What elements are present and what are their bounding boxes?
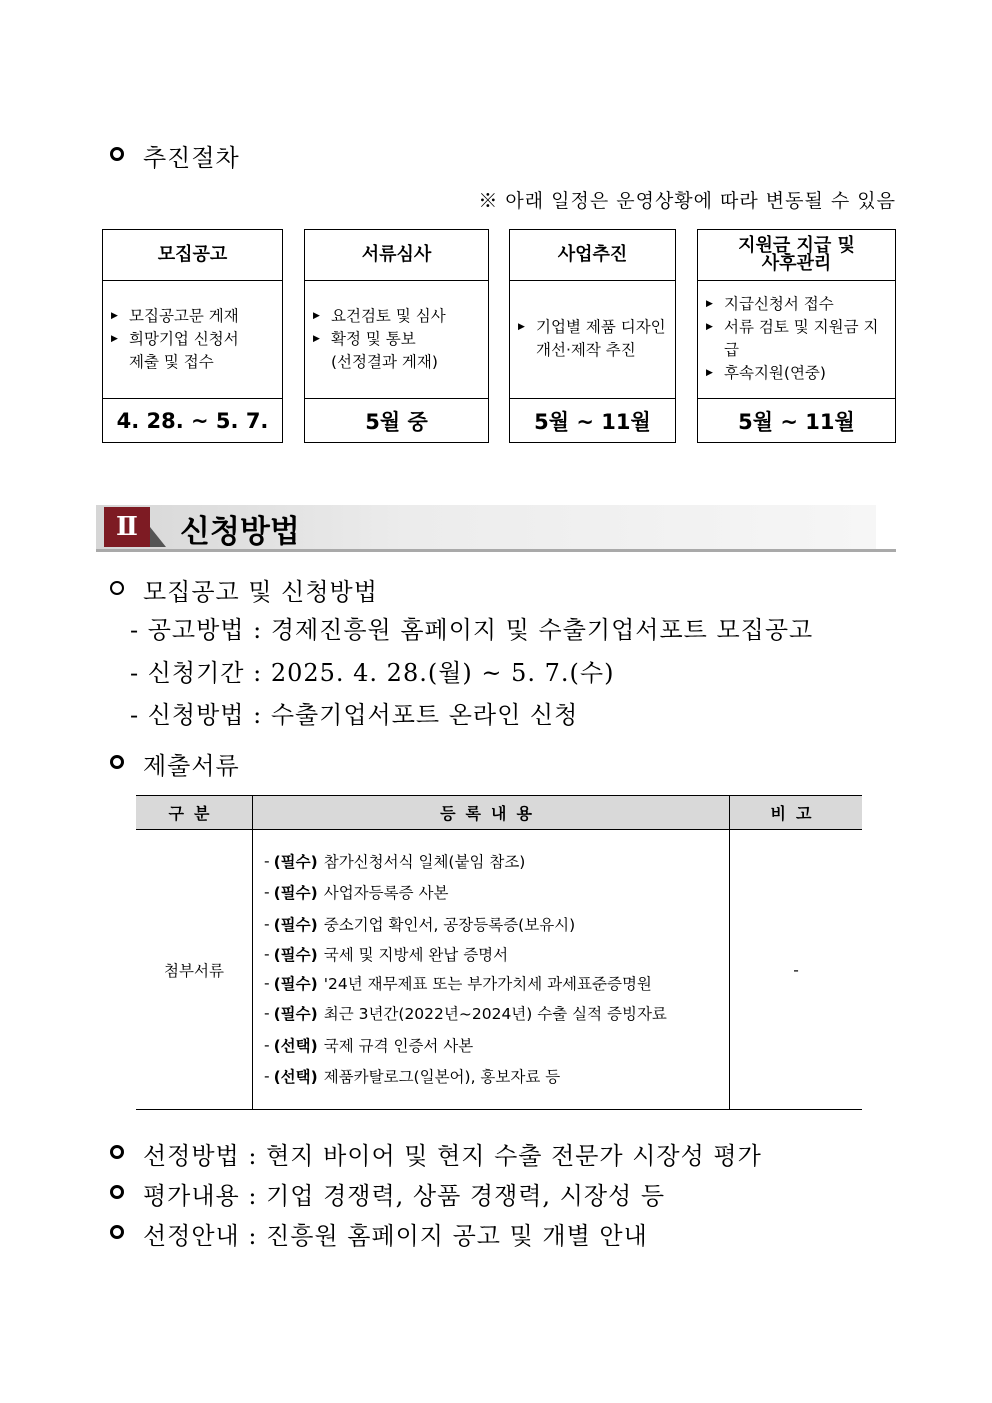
step-title: 서류심사 (305, 230, 488, 281)
document-item: - (필수) 중소기업 확인서, 공장등록증(보유시) (264, 914, 576, 934)
step-title-line: 사후관리 (761, 253, 832, 274)
schedule-note: ※ 아래 일정은 운영상황에 따라 변동될 수 있음 (478, 190, 896, 212)
step-item: 서류 검토 및 지원금 지급 (724, 318, 879, 359)
step-title: 사업추진 (510, 230, 675, 281)
evaluation-content: 평가내용 : 기업 경쟁력, 상품 경쟁력, 시장성 등 (143, 1182, 666, 1210)
bullet-circle-icon (110, 581, 124, 595)
section-triangle-icon (150, 527, 166, 547)
step-document-review (304, 229, 489, 443)
header-contents: 등록내용 (253, 796, 730, 830)
selection-method: 선정방법 : 현지 바이어 및 현지 수출 전문가 시장성 평가 (143, 1142, 762, 1170)
document-item: - (필수) 최근 3년간(2022년~2024년) 수출 실적 증빙자료 (264, 1004, 667, 1024)
step-body (510, 280, 675, 399)
step-title (698, 230, 895, 281)
header-category: 구분 (136, 796, 253, 830)
document-item: - (선택) 제품카탈로그(일본어), 홍보자료 등 (264, 1067, 561, 1087)
step-project-execution (509, 229, 676, 443)
step-date: 5월 ~ 11월 (534, 409, 651, 434)
triangle-bullet-icon: ▶ (706, 299, 713, 309)
step-item: 개선·제작 추진 (536, 341, 636, 359)
document-item: - (필수) '24년 재무제표 또는 부가가치세 과세표준증명원 (264, 974, 652, 993)
recruit-line: - 신청방법 : 수출기업서포트 온라인 신청 (130, 701, 579, 729)
document-item: - (필수) 사업자등록증 사본 (264, 883, 449, 903)
step-body (103, 280, 282, 399)
step-title: 모집공고 (103, 230, 282, 281)
triangle-bullet-icon: ▶ (111, 310, 118, 321)
category-cell: 첨부서류 (136, 830, 253, 1110)
step-body (698, 280, 895, 399)
section-number: Ⅱ (104, 507, 150, 547)
document-item: - (필수) 국세 및 지방세 완납 증명서 (264, 945, 509, 964)
step-date: 5월 중 (365, 409, 428, 434)
documents-table (136, 795, 862, 1110)
document-item: - (필수) 참가신청서식 일체(붙임 참조) (264, 851, 526, 871)
triangle-bullet-icon: ▶ (111, 333, 118, 344)
table-row (136, 830, 862, 1110)
step-date: 5월 ~ 11월 (738, 409, 855, 434)
bullet-circle-icon (110, 1185, 124, 1199)
step-item: 지급신청서 접수 (724, 295, 834, 313)
bullet-circle-icon (110, 147, 124, 161)
bullet-circle-icon (110, 1145, 124, 1159)
step-body (305, 280, 488, 399)
triangle-bullet-icon: ▶ (518, 322, 525, 332)
recruit-line: - 공고방법 : 경제진흥원 홈페이지 및 수출기업서포트 모집공고 (130, 616, 814, 644)
step-funding-followup (697, 229, 896, 443)
triangle-bullet-icon: ▶ (706, 368, 713, 378)
bullet-circle-icon (110, 1225, 124, 1239)
documents-heading: 제출서류 (143, 752, 240, 780)
step-item: (선정결과 게재) (331, 352, 438, 371)
step-recruit-notice (102, 229, 283, 443)
procedure-heading: 추진절차 (143, 144, 240, 172)
step-item: 모집공고문 게재 (129, 306, 239, 325)
header-remark: 비고 (730, 796, 863, 830)
document-item: - (선택) 국제 규격 인증서 사본 (264, 1035, 474, 1055)
step-item: 희망기업 신청서 (129, 329, 239, 348)
triangle-bullet-icon: ▶ (313, 310, 320, 321)
step-title-line: 지원금 지급 및 (738, 235, 855, 256)
section-title: 신청방법 (180, 514, 300, 550)
table-header-row (136, 796, 862, 830)
recruit-heading: 모집공고 및 신청방법 (143, 578, 378, 606)
bullet-circle-icon (110, 755, 124, 769)
step-item: 후속지원(연중) (724, 364, 826, 382)
step-item: 요건검토 및 심사 (331, 306, 446, 325)
triangle-bullet-icon: ▶ (313, 333, 320, 344)
remark-cell: - (730, 830, 863, 1110)
step-date: 4. 28. ~ 5. 7. (116, 408, 269, 433)
triangle-bullet-icon: ▶ (706, 322, 713, 332)
step-item: 제출 및 접수 (129, 352, 214, 371)
step-item: 기업별 제품 디자인 (536, 318, 666, 336)
step-item: 확정 및 통보 (331, 329, 416, 348)
recruit-line: - 신청기간 : 2025. 4. 28.(월) ~ 5. 7.(수) (130, 659, 615, 687)
contents-cell (253, 830, 730, 1110)
selection-notice: 선정안내 : 진흥원 홈페이지 공고 및 개별 안내 (143, 1222, 648, 1250)
